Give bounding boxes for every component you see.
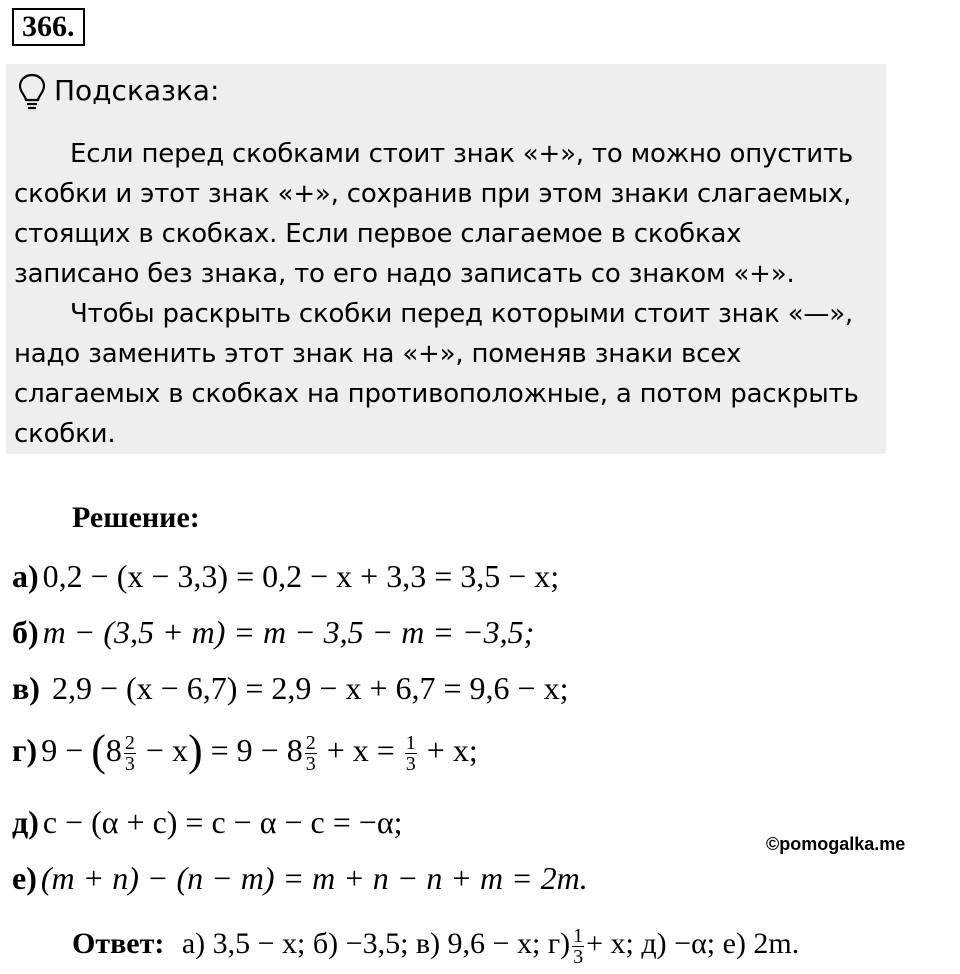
solution-line-a [12, 556, 559, 596]
item-label: б) [12, 614, 39, 650]
hint-paragraph-1: Если перед скобками стоит знак «+», то можно опустить скобки и этот знак «+», сохранив при этом знаки слагаемых, стоящих в скобках. Если первое слагаемое в скобках записано без знака, то его надо записать со знаком «+». [14, 139, 854, 289]
item-label: е) [12, 860, 37, 896]
item-label: в) [12, 670, 40, 706]
solution-line-d [12, 802, 402, 842]
task-number: 366. [12, 8, 85, 46]
expression: 0,2 − (x − 3,3) = 0,2 − x + 3,3 = 3,5 − x; [42, 558, 560, 594]
expr-part: 9 − [41, 732, 92, 768]
answer-a: а) 3,5 − x; [181, 927, 306, 960]
whole-part: 8 [105, 732, 122, 768]
solution-title: Решение: [72, 501, 200, 534]
watermark: ©pomogalka.me [766, 834, 906, 854]
solution-line-b [12, 612, 534, 652]
answer-v: в) 9,6 − x; [415, 927, 541, 960]
answer-d: д) −α; [641, 927, 716, 960]
answer-b: б) −3,5; [312, 927, 409, 960]
lightbulb-icon [16, 72, 48, 112]
item-label: д) [12, 804, 39, 840]
fraction: $\frac{2}{3}$ [305, 732, 316, 776]
item-label: а) [12, 558, 39, 594]
answer-g-rest: + x; [586, 927, 634, 960]
answer-e: е) 2m. [722, 927, 800, 960]
answer-label: Ответ: [72, 927, 165, 960]
answer-fraction: $\frac{1}{3}$ [573, 924, 584, 968]
answer-line [72, 924, 799, 967]
answer-g-label: г) [547, 927, 571, 960]
solution-line-e [12, 858, 588, 898]
hint-title: Подсказка: [54, 74, 220, 107]
hint-text [14, 134, 884, 454]
left-paren: ( [91, 726, 106, 775]
fraction: $\frac{1}{3}$ [405, 732, 416, 776]
solution-line-g [12, 726, 478, 776]
fraction: $\frac{2}{3}$ [124, 732, 135, 776]
right-paren: ) [187, 726, 203, 775]
expression: 2,9 − (x − 6,7) = 2,9 − x + 6,7 = 9,6 − x; [51, 670, 569, 706]
solution-line-v [12, 668, 568, 708]
expr-part: − x [137, 732, 188, 768]
expr-part: + x = [318, 732, 403, 768]
hint-paragraph-2: Чтобы раскрыть скобки перед которыми стоит знак «—», надо заменить этот знак на «+», поменяв знаки всех слагаемых в скобках на противоположные, а потом раскрыть скобки. [14, 299, 859, 449]
expression: (m + n) − (n − m) = m + n − n + m = 2m. [40, 860, 588, 896]
item-label: г) [12, 732, 38, 768]
expr-part: + x; [418, 732, 478, 768]
expression: c − (α + c) = c − α − c = −α; [42, 804, 403, 840]
expr-part: = 9 − 8 [202, 732, 303, 768]
expression: m − (3,5 + m) = m − 3,5 − m = −3,5; [42, 614, 535, 650]
